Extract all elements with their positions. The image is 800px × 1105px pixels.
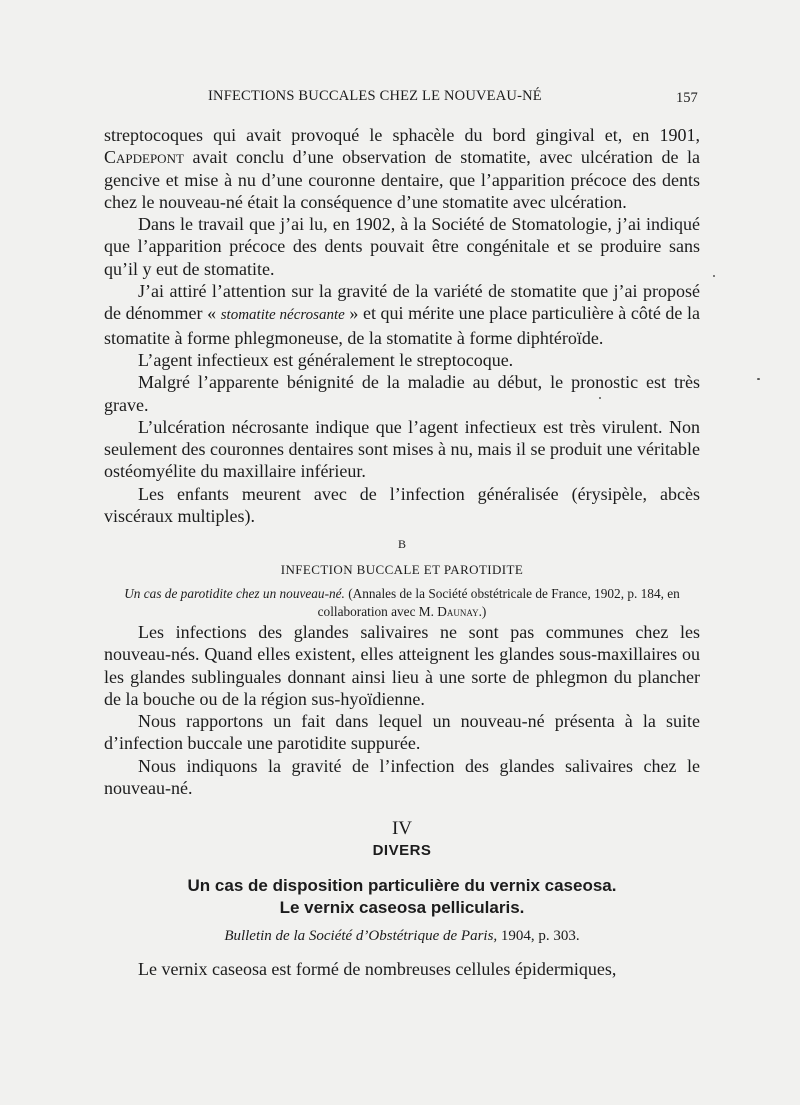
citation: Un cas de parotidite chez un nouveau-né. (Annales de la Société obstétricale de France, 1902, p. 184, en collaboration avec M. Daunay.) bbox=[124, 585, 680, 619]
paragraph: Nous rapportons un fait dans lequel un nouveau-né présenta à la suite d’infection buccale une parotidite suppurée. bbox=[104, 711, 700, 754]
paragraph: L’ulcération nécrosante indique que l’agent infectieux est très virulent. Non seulement des couronnes dentaires sont mises à nu, mais il se produit une véritable ostéomyélite du maxillaire inférieur. bbox=[104, 416, 700, 482]
emphasis-term: stomatite nécrosante bbox=[220, 307, 345, 324]
article-title: Un cas de disposition particulière du vernix caseosa. Le vernix caseosa pellicularis. bbox=[187, 876, 617, 918]
print-speck bbox=[757, 378, 760, 380]
section-letter: B bbox=[397, 537, 406, 552]
chapter-title: DIVERS bbox=[372, 842, 432, 860]
chapter-number: IV bbox=[391, 818, 413, 840]
citation-title: Un cas de parotidite chez un nouveau-né. bbox=[124, 585, 345, 601]
paragraph: J’ai attiré l’attention sur la gravité de la variété de stomatite que j’ai proposé de dénommer « stomatite nécrosante » et qui mérite une place particulière à côté de la stomatite à forme phlegmoneuse, de la stomatite à forme diphtéroïde. bbox=[104, 281, 700, 348]
print-speck bbox=[599, 397, 601, 399]
author-name: Capdepont bbox=[104, 147, 184, 168]
paragraph: Le vernix caseosa est formé de nombreuses cellules épidermiques, bbox=[138, 958, 617, 979]
paragraph: L’agent infectieux est généralement le streptocoque. bbox=[138, 349, 514, 370]
paragraph: streptocoques qui avait provoqué le sphacèle du bord gingival et, en 1901, Capdepont avait conclu d’une observation de stomatite, avec ulcération de la gencive et mise à nu d’une couronne dentaire, que l’apparition précoce des dents chez le nouveau-né était la conséquence d’une stomatite avec ulcération. bbox=[104, 125, 700, 212]
paragraph: Nous indiquons la gravité de l’infection des glandes salivaires chez le nouveau-né. bbox=[104, 755, 700, 799]
paragraph: Les enfants meurent avec de l’infection généralisée (érysipèle, abcès viscéraux multiples). bbox=[104, 483, 700, 527]
paragraph: Malgré l’apparente bénignité de la maladie au début, le pronostic est très grave. bbox=[104, 372, 700, 415]
paragraph: Dans le travail que j’ai lu, en 1902, à la Société de Stomatologie, j’ai indiqué que l’apparition précoce des dents pouvait être congénitale et se produire sans qu’il y eut de stomatite. bbox=[104, 214, 700, 279]
page-body bbox=[104, 124, 700, 980]
page-number: 157 bbox=[676, 90, 698, 106]
running-title: INFECTIONS BUCCALES CHEZ LE NOUVEAU-NÉ bbox=[208, 88, 542, 104]
print-speck bbox=[713, 275, 715, 277]
section-title: INFECTION BUCCALE ET PAROTIDITE bbox=[280, 561, 524, 577]
citation-author: Daunay bbox=[437, 603, 479, 619]
paragraph: Les infections des glandes salivaires ne sont pas communes chez les nouveau-nés. Quand elles existent, elles atteignent les glandes sous-maxillaires ou les glandes sublinguales donnant ainsi lieu à une sorte de phlegmon du plancher de la bouche ou de la région sus-hyoïdienne. bbox=[104, 621, 700, 709]
bulletin-reference: Bulletin de la Société d’Obstétrique de Paris, 1904, p. 303. bbox=[224, 928, 580, 945]
